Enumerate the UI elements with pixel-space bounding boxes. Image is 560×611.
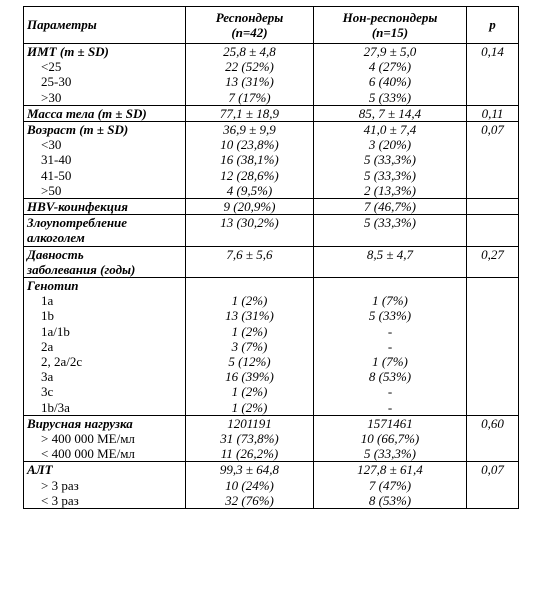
responders-value: 5 (12%) (228, 354, 271, 370)
responders-value: 7 (17%) (228, 89, 271, 105)
param-label: 1b (41, 308, 54, 324)
header-responders (186, 7, 314, 44)
param-label: >30 (41, 89, 62, 105)
nonresponders-value: 1 (7%) (372, 354, 408, 370)
param-label: <25 (41, 59, 62, 75)
param-cell (24, 215, 186, 246)
nonresponders-value: 8 (53%) (368, 492, 412, 508)
responders-value: 7,6 ± 5,6 (226, 246, 273, 262)
param-cell (24, 246, 186, 277)
table-row (24, 462, 519, 509)
responders-value: 77,1 ± 18,9 (219, 105, 280, 121)
responders-value: 9 (20,9%) (223, 199, 276, 215)
param-cell (24, 44, 186, 106)
nonresponders-cell (314, 105, 467, 121)
param-label: Давность (27, 246, 84, 262)
header-p (467, 7, 519, 44)
param-cell (24, 199, 186, 215)
p-value (470, 278, 515, 293)
nonresponders-cell (314, 246, 467, 277)
nonresponders-cell (314, 415, 467, 462)
header-responders-n: (n=42) (231, 25, 268, 40)
param-label: Масса тела (m ± SD) (27, 105, 147, 121)
responders-value: 1 (2%) (231, 384, 268, 400)
p-value: 0,07 (481, 122, 504, 138)
param-cell (24, 462, 186, 509)
nonresponders-value: 6 (40%) (368, 74, 412, 90)
param-label: 2a (41, 338, 54, 354)
responders-cell (186, 105, 314, 121)
nonresponders-value: 8 (53%) (368, 369, 412, 385)
table-row (24, 44, 519, 106)
responders-value: 32 (76%) (225, 492, 274, 508)
param-label: Возраст (m ± SD) (27, 122, 129, 138)
nonresponders-value: 85, 7 ± 14,4 (358, 105, 422, 121)
param-label: < 3 раз (41, 492, 79, 508)
param-label: ИМТ (m ± SD) (27, 44, 109, 59)
nonresponders-value: 3 (20%) (368, 137, 412, 153)
param-label: 41-50 (41, 167, 72, 183)
nonresponders-value: 2 (13,3%) (364, 182, 416, 198)
nonresponders-value: 5 (33%) (368, 308, 412, 324)
responders-value: 3 (7%) (231, 338, 268, 354)
p-value: 0,14 (481, 44, 504, 59)
param-cell (24, 122, 186, 199)
param-label: HBV-коинфекция (27, 199, 128, 215)
p-value: 0,11 (481, 105, 504, 121)
table-row (24, 199, 519, 215)
responders-value: 16 (38,1%) (220, 152, 279, 168)
responders-value: 25,8 ± 4,8 (223, 44, 276, 59)
nonresponders-cell (314, 462, 467, 509)
p-value-cell (467, 246, 519, 277)
nonresponders-value: 7 (47%) (368, 477, 412, 493)
param-label: >50 (41, 182, 62, 198)
responders-value: 12 (28,6%) (220, 167, 279, 183)
responders-value: 1 (2%) (231, 293, 268, 309)
header-p-label: p (489, 17, 496, 33)
responders-value: 10 (23,8%) (220, 137, 279, 153)
p-value-cell (467, 44, 519, 106)
nonresponders-value: 5 (33,3%) (364, 167, 416, 183)
nonresponders-value: - (387, 384, 393, 400)
responders-cell (186, 44, 314, 106)
nonresponders-value: 41,0 ± 7,4 (363, 122, 417, 138)
param-label: алкоголем (27, 230, 85, 246)
header-nonresponders-label: Нон-респондеры (342, 9, 438, 25)
header-row (24, 7, 519, 44)
nonresponders-value: - (387, 323, 393, 339)
comparison-table (23, 6, 519, 509)
param-label: 3a (41, 369, 54, 385)
header-nonresponders-n: (n=15) (371, 25, 409, 40)
param-label: 1b/3a (41, 399, 70, 415)
param-label: Генотип (27, 278, 79, 294)
responders-value: 13 (30,2%) (220, 215, 279, 231)
param-label: 3c (41, 384, 54, 400)
nonresponders-cell (314, 122, 467, 199)
table-row (24, 246, 519, 277)
param-label: заболевания (годы) (27, 261, 136, 277)
responders-cell (186, 199, 314, 215)
table-row (24, 278, 519, 416)
p-value: 0,27 (481, 246, 504, 262)
param-label: 1a (41, 293, 54, 309)
responders-value: 31 (73,8%) (220, 431, 279, 447)
p-value-cell (467, 415, 519, 462)
p-value-cell (467, 462, 519, 509)
nonresponders-value: - (387, 399, 393, 415)
p-value-cell (467, 215, 519, 246)
nonresponders-cell (314, 44, 467, 106)
responders-value: 16 (39%) (225, 369, 274, 385)
responders-value: 1 (2%) (231, 399, 268, 415)
p-value (470, 199, 515, 214)
param-label: 1a/1b (41, 323, 70, 339)
responders-cell (186, 462, 314, 509)
data-table-container (23, 6, 519, 509)
header-nonresponders (314, 7, 467, 44)
nonresponders-value: 1 (7%) (372, 293, 408, 309)
nonresponders-value: 4 (27%) (368, 59, 412, 75)
param-label: < 400 000 МЕ/мл (41, 446, 135, 462)
responders-cell (186, 415, 314, 462)
nonresponders-value (317, 278, 463, 293)
table-row (24, 105, 519, 121)
p-value: 0,60 (481, 415, 504, 431)
responders-cell (186, 278, 314, 416)
responders-value: 1201191 (227, 415, 272, 431)
param-label: <30 (41, 137, 62, 153)
param-label: > 400 000 МЕ/мл (41, 431, 135, 447)
responders-value (189, 278, 310, 293)
param-label: Злоупотребление (27, 215, 128, 231)
nonresponders-value: - (387, 338, 393, 354)
nonresponders-value: 5 (33%) (368, 89, 412, 105)
param-label: 2, 2a/2c (41, 354, 83, 370)
nonresponders-value: 127,8 ± 61,4 (357, 462, 423, 478)
param-label: 31-40 (41, 152, 72, 168)
responders-value: 10 (24%) (225, 477, 274, 493)
nonresponders-value: 8,5 ± 4,7 (366, 246, 414, 262)
responders-value: 11 (26,2%) (220, 446, 279, 462)
param-cell (24, 278, 186, 416)
table-row (24, 215, 519, 246)
nonresponders-value: 5 (33,3%) (364, 152, 416, 168)
param-cell (24, 105, 186, 121)
responders-cell (186, 246, 314, 277)
responders-value: 13 (31%) (225, 74, 274, 90)
nonresponders-value: 10 (66,7%) (360, 431, 420, 447)
responders-value: 13 (31%) (225, 308, 274, 324)
nonresponders-value: 7 (46,7%) (364, 199, 416, 215)
nonresponders-value: 5 (33,3%) (364, 215, 416, 231)
p-value (470, 215, 515, 230)
responders-value: 36,9 ± 9,9 (223, 122, 276, 138)
header-responders-label: Респондеры (215, 9, 284, 25)
responders-value: 99,3 ± 64,8 (219, 462, 280, 478)
param-label: АЛТ (27, 462, 53, 478)
param-label: Вирусная нагрузка (27, 415, 133, 431)
nonresponders-value: 5 (33,3%) (364, 446, 416, 462)
table-row (24, 122, 519, 199)
responders-value: 4 (9,5%) (226, 182, 273, 198)
header-param (24, 7, 186, 44)
p-value-cell (467, 105, 519, 121)
header-param-label: Параметры (27, 17, 97, 33)
responders-value: 22 (52%) (225, 59, 274, 75)
nonresponders-value: 1571461 (367, 415, 413, 431)
param-label: > 3 раз (41, 477, 79, 493)
p-value-cell (467, 278, 519, 416)
responders-cell (186, 122, 314, 199)
nonresponders-cell (314, 199, 467, 215)
table-row (24, 415, 519, 462)
p-value: 0,07 (481, 462, 504, 478)
nonresponders-cell (314, 278, 467, 416)
nonresponders-value: 27,9 ± 5,0 (363, 44, 417, 59)
param-label: 25-30 (41, 74, 72, 90)
p-value-cell (467, 199, 519, 215)
p-value-cell (467, 122, 519, 199)
nonresponders-cell (314, 215, 467, 246)
responders-cell (186, 215, 314, 246)
param-cell (24, 415, 186, 462)
responders-value: 1 (2%) (231, 323, 268, 339)
